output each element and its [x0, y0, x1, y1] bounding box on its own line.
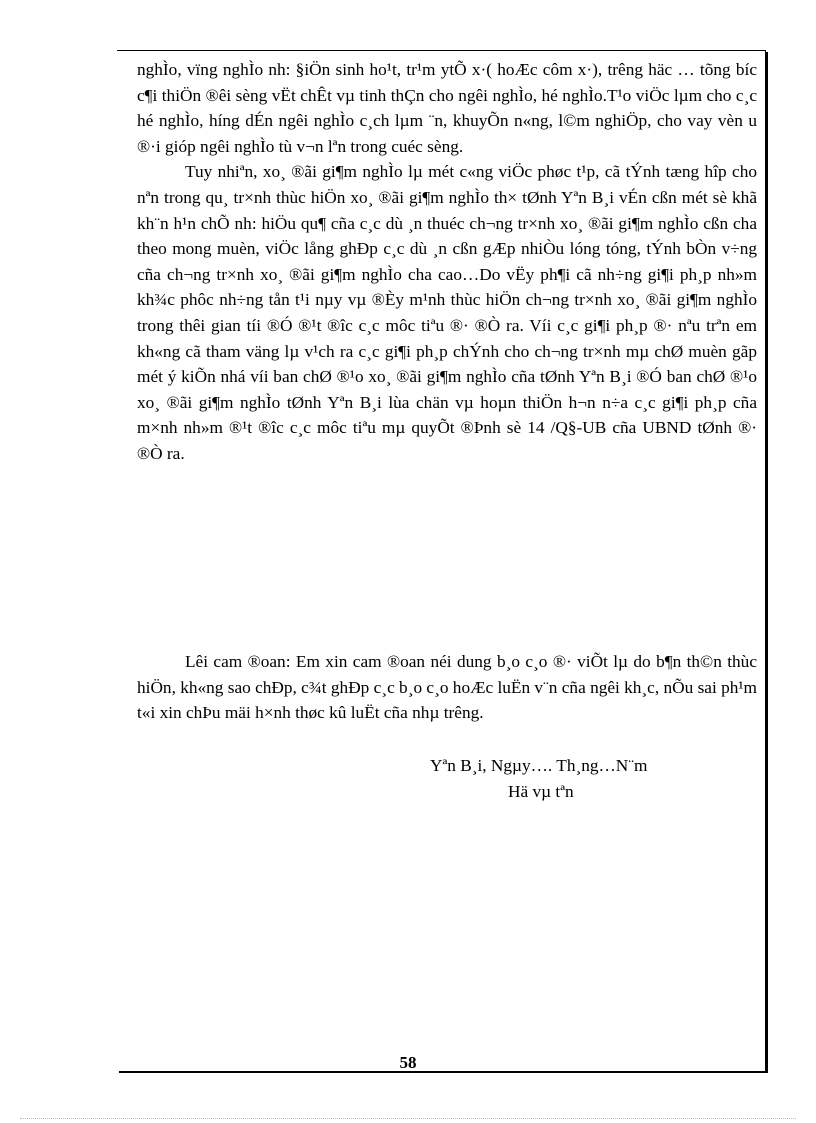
- page-bottom-divider: [20, 1118, 796, 1119]
- page-number: 58: [399, 1053, 417, 1072]
- paragraph-2: Tuy nhiªn, xo¸ ®ãi gi¶m nghÌo lµ mét c«ng viÖc phøc t¹p, cã tÝnh tæng hîp cho nªn trong qu¸ tr×nh thùc hiÖn xo¸ ®ãi gi¶m nghÌo th× tØnh Yªn B¸i vÉn cßn mét sè khã kh¨n h¹n chÕ nh: hiÖu qu¶ cña c¸c dù ¸n thuéc ch¬ng tr×nh xo¸ ®ãi gi¶m nghÌo cßn cha theo mong muèn, viÖc lång ghÐp c¸c dù ¸n cßn gÆp nhiÒu lóng tóng, tÝnh bÒn v÷ng cña ch¬ng tr×nh xo¸ ®ãi gi¶m nghÌo cha cao…Do vËy ph¶i cã nh÷ng gi¶i ph¸p nh»m kh¾c phôc nh÷ng tån t¹i nµy vµ ®Èy m¹nh thùc hiÖn ch¬ng tr×nh xo¸ ®ãi gi¶m nghÌo trong thêi gian tíi ®Ó ®¹t ®îc c¸c môc tiªu ®· ®Ò ra. Víi c¸c gi¶i ph¸p ®· nªu trªn em kh«ng cã tham väng lµ v¹ch ra c¸c gi¶i ph¸p chÝnh cho ch¬ng tr×nh mµ chØ muèn gãp mét ý kiÕn nhá víi ban chØ ®¹o xo¸ ®ãi gi¶m nghÌo cña tØnh Yªn B¸i ®Ó ban chØ ®¹o xo¸ ®ãi gi¶m nghÌo tØnh Yªn B¸i lùa chän vµ hoµn thiÖn h¬n n÷a c¸c gi¶i ph¸p cña m×nh nh»m ®¹t ®îc c¸c môc tiªu mµ quyÕt ®Þnh sè 14 /Q§-UB cña UBND tØnh ®· ®Ò ra.: [137, 162, 757, 463]
- main-text: [137, 57, 757, 467]
- signature-block: [430, 753, 710, 805]
- declaration-text: Lêi cam ®oan: Em xin cam ®oan néi dung b¸o c¸o ®· viÕt lµ do b¶n th©n thùc hiÖn, kh«ng sao chÐp, c¾t ghÐp c¸c b¸o c¸o hoÆc luËn v¨n cña ngêi kh¸c, nÕu sai ph¹m t«i xin chÞu mäi h×nh thøc kû luËt cña nhµ trêng.: [137, 652, 757, 723]
- paragraph-1: nghÌo, vïng nghÌo nh: §iÖn sinh ho¹t, tr¹m ytÕ x·( hoÆc côm x·), trêng häc … tõng bíc c¶i thiÖn ®êi sèng vËt chÊt vµ tinh thÇn cho ngêi nghÌo, hé nghÌo.T¹o viÖc lµm cho c¸c hé nghÌo, híng dÉn ngêi nghÌo c¸ch lµm ¨n, khuyÕn n«ng, l©m nghiÖp, cho vay vèn u ®·i gióp ngêi nghÌo tù v¬n lªn trong cuéc sèng.: [137, 60, 757, 156]
- declaration-section: [137, 649, 757, 726]
- signature-place-date: Yªn B¸i, Ngµy…. Th¸ng…N¨m: [430, 756, 648, 775]
- signature-name: Hä vµ tªn: [508, 782, 574, 801]
